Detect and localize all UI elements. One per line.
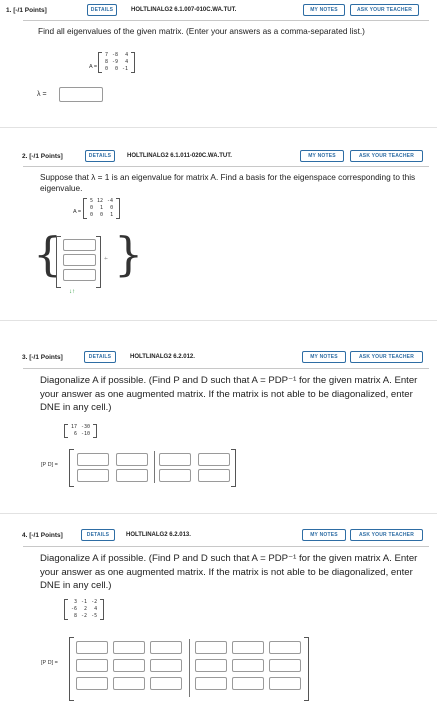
question-3-details-button[interactable]: DETAILS [84,351,116,363]
q3-p-entry-1-2[interactable] [116,453,148,466]
question-2-details-button[interactable]: DETAILS [85,150,115,162]
question-4-header [0,529,437,547]
question-1-ask-teacher-button[interactable]: ASK YOUR TEACHER [350,4,419,16]
basis-vector-entry-3[interactable] [63,269,96,281]
question-4-details-button[interactable]: DETAILS [81,529,115,541]
question-3-number: 3. [-/1 Points] [22,354,63,361]
q4-p-entry-1-1[interactable] [76,641,108,654]
q4-p-entry-1-2[interactable] [113,641,145,654]
question-3-header [0,351,437,369]
question-divider-1 [0,127,437,128]
add-remove-vector-icon[interactable]: + - [104,256,107,262]
question-2-matrix: 5 12 -4 0 1 0 0 0 1 [83,198,120,219]
question-1-matrix-label: A = [89,64,98,70]
question-2-code: HOLTLINALG2 6.1.011-020C.WA.TUT. [127,153,232,159]
question-divider-3 [0,513,437,514]
question-4-code: HOLTLINALG2 6.2.013. [126,532,191,538]
set-open-brace: { [33,227,63,281]
question-3-my-notes-button[interactable]: MY NOTES [302,351,346,363]
question-3-left-bracket [69,449,74,487]
question-1-matrix: 7 -8 4 8 -9 4 0 0 -1 [98,52,135,73]
q4-p-entry-3-2[interactable] [113,677,145,690]
q4-d-entry-2-3[interactable] [269,659,301,672]
question-1-details-button[interactable]: DETAILS [87,4,117,16]
question-4-my-notes-button[interactable]: MY NOTES [302,529,346,541]
resize-arrows-icon[interactable]: ↓↑ [69,289,75,295]
q4-p-entry-3-3[interactable] [150,677,182,690]
question-2-matrix-label: A = [73,209,82,215]
question-divider-2 [0,320,437,321]
question-2-ask-teacher-button[interactable]: ASK YOUR TEACHER [350,150,423,162]
q4-d-entry-3-3[interactable] [269,677,301,690]
q4-d-entry-1-2[interactable] [232,641,264,654]
q4-d-entry-1-1[interactable] [195,641,227,654]
question-1-number: 1. [-/1 Points] [6,7,47,14]
question-1-my-notes-button[interactable]: MY NOTES [303,4,345,16]
q4-d-entry-2-2[interactable] [232,659,264,672]
q4-d-entry-2-1[interactable] [195,659,227,672]
q4-p-entry-2-1[interactable] [76,659,108,672]
q4-p-entry-3-1[interactable] [76,677,108,690]
question-4-ask-teacher-button[interactable]: ASK YOUR TEACHER [350,529,423,541]
basis-vector-entry-2[interactable] [63,254,96,266]
q4-d-entry-1-3[interactable] [269,641,301,654]
basis-vector-left-bracket [56,236,61,288]
q4-p-entry-1-3[interactable] [150,641,182,654]
question-2-number: 2. [-/1 Points] [22,153,63,160]
q3-p-entry-2-1[interactable] [77,469,109,482]
basis-vector-right-bracket [96,236,101,288]
set-close-brace: } [114,227,144,281]
q3-d-entry-2-1[interactable] [159,469,191,482]
q3-d-entry-1-1[interactable] [159,453,191,466]
q3-p-entry-1-1[interactable] [77,453,109,466]
q4-d-entry-3-2[interactable] [232,677,264,690]
question-4-matrix: 3 -1 -2 -6 2 4 8 -2 -5 [64,599,104,620]
question-1-code: HOLTLINALG2 6.1.007-010C.WA.TUT. [131,7,237,13]
question-3-right-bracket [231,449,236,487]
q3-p-entry-2-2[interactable] [116,469,148,482]
q3-d-entry-1-2[interactable] [198,453,230,466]
question-3-ask-teacher-button[interactable]: ASK YOUR TEACHER [350,351,423,363]
question-4-rule [23,546,429,547]
question-4-left-bracket [69,637,74,701]
question-2-prompt: Suppose that λ = 1 is an eigenvalue for matrix A. Find a basis for the eigenspace corresponding to this eigenvalue. [40,172,416,193]
basis-vector-entry-1[interactable] [63,239,96,251]
question-4-right-bracket [304,637,309,701]
lambda-label: λ = [37,91,47,98]
question-3-augment-separator [154,451,155,483]
q3-d-entry-2-2[interactable] [198,469,230,482]
question-3-code: HOLTLINALG2 6.2.012. [130,354,195,360]
question-4-pd-label: [P D] = [41,660,58,666]
question-3-prompt: Diagonalize A if possible. (Find P and D such that A = PDP⁻¹ for the given matrix A. Enter your answer as one augmented matrix. If the matrix is not able to be diagonalized, enter DNE in any cell.) [40,375,418,413]
q4-p-entry-2-3[interactable] [150,659,182,672]
question-1-rule [23,20,429,21]
question-3-rule [23,368,429,369]
question-3-pd-label: [P D] = [41,462,58,468]
eigenvalues-input[interactable] [59,87,103,102]
question-2-my-notes-button[interactable]: MY NOTES [300,150,344,162]
question-3-matrix: 17 -30 6 -10 [64,424,97,438]
question-4-number: 4. [-/1 Points] [22,532,63,539]
question-2-rule [23,166,429,167]
question-4-augment-separator [189,639,190,697]
q4-d-entry-3-1[interactable] [195,677,227,690]
question-4-prompt: Diagonalize A if possible. (Find P and D such that A = PDP⁻¹ for the given matrix A. Enter your answer as one augmented matrix. If the matrix is not able to be diagonalized, enter DNE in any cell.) [40,553,418,591]
question-1-prompt: Find all eigenvalues of the given matrix. (Enter your answers as a comma-separated list.) [38,26,365,36]
q4-p-entry-2-2[interactable] [113,659,145,672]
